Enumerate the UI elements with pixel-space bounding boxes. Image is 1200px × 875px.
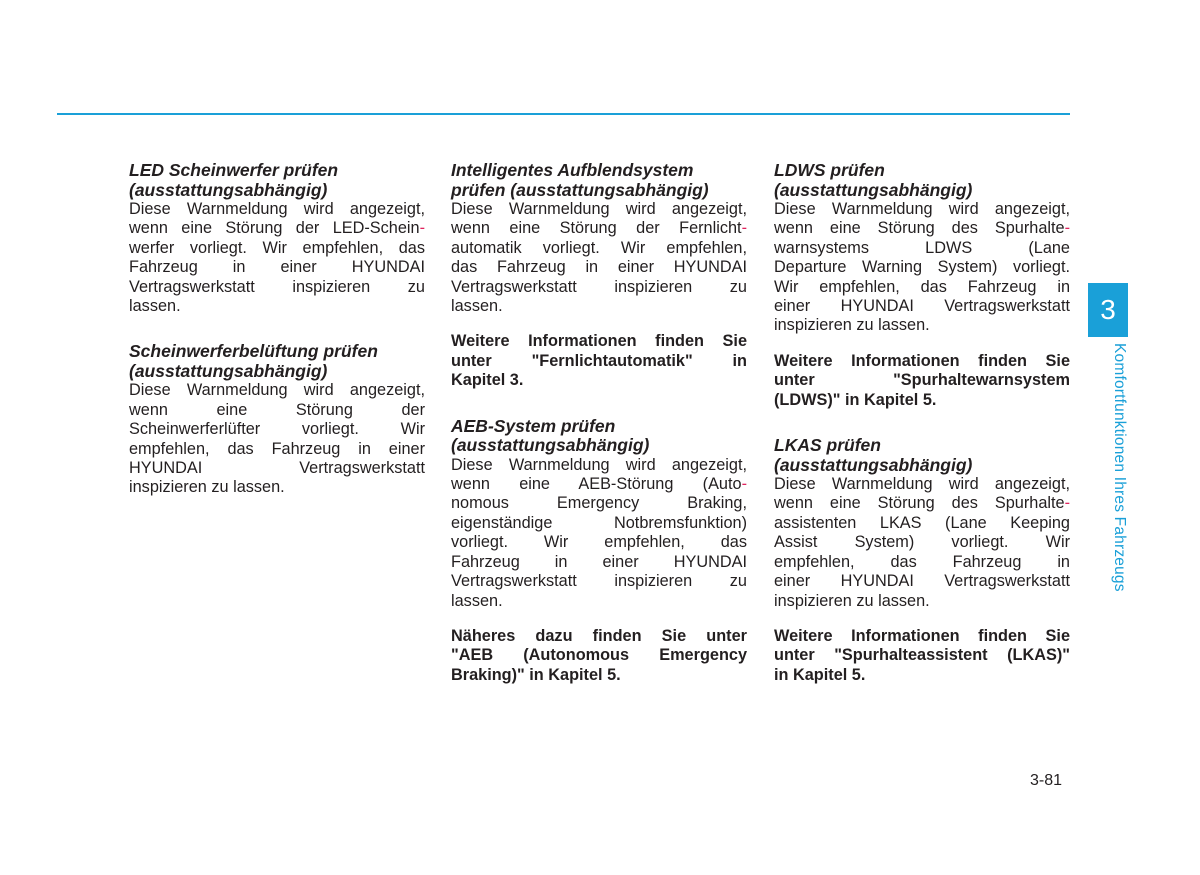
reference-note: [774, 627, 1070, 685]
body-line: Wir empfehlen, das Fahrzeug in: [774, 277, 1070, 296]
section-body: [129, 381, 425, 497]
hyphen-mark: -: [1064, 219, 1070, 238]
section-body: [129, 200, 425, 316]
reference-note: [451, 332, 747, 390]
reference-note: [451, 627, 747, 685]
body-line: wenn eine Störung der Fernlicht-: [451, 219, 747, 238]
note-line: in Kapitel 5.: [774, 665, 866, 684]
body-line: wenn eine Störung der LED-Schein-: [129, 219, 425, 238]
body-line: Assist System) vorliegt. Wir: [774, 533, 1070, 552]
section-heading: LKAS prüfen (ausstattungsabhängig): [774, 435, 973, 475]
body-line: wenn eine AEB-Störung (Auto-: [451, 475, 747, 494]
section-body: [451, 456, 747, 611]
warning-section: [774, 436, 1070, 685]
body-line: wenn eine Störung der: [129, 400, 425, 419]
chapter-title: Komfortfunktionen Ihres Fahrzeugs: [1111, 343, 1128, 592]
hyphen-mark: -: [419, 219, 425, 238]
body-line: Diese Warnmeldung wird angezeigt,: [451, 200, 747, 218]
top-rule: [57, 113, 1070, 115]
body-line: Departure Warning System) vorliegt.: [774, 258, 1070, 277]
hyphen-mark: -: [1064, 494, 1070, 513]
body-line: inspizieren zu lassen.: [774, 591, 930, 610]
body-line: automatik vorliegt. Wir empfehlen,: [451, 238, 747, 257]
warning-section: [451, 417, 747, 685]
body-line: Fahrzeug in einer HYUNDAI: [451, 552, 747, 571]
note-line: Braking)" in Kapitel 5.: [451, 665, 621, 684]
body-line: inspizieren zu lassen.: [774, 316, 930, 335]
section-body: [451, 200, 747, 316]
note-line: Näheres dazu finden Sie unter: [451, 626, 747, 645]
chapter-tab: 3: [1088, 283, 1128, 337]
hyphen-mark: -: [741, 219, 747, 238]
body-line: Diese Warnmeldung wird angezeigt,: [774, 475, 1070, 494]
body-line: eigenständige Notbremsfunktion): [451, 513, 747, 532]
section-heading: LED Scheinwerfer prüfen (ausstattungsabhängig): [129, 160, 339, 200]
body-line: Diese Warnmeldung wird angezeigt,: [129, 381, 425, 400]
body-line: lassen.: [451, 297, 503, 316]
reference-note: [774, 352, 1070, 410]
body-line: einer HYUNDAI Vertragswerkstatt: [774, 297, 1070, 316]
body-line: das Fahrzeug in einer HYUNDAI: [451, 258, 747, 277]
body-line: Vertragswerkstatt inspizieren zu: [129, 277, 425, 296]
body-line: Scheinwerferlüfter vorliegt. Wir: [129, 420, 425, 439]
body-line: HYUNDAI Vertragswerkstatt: [129, 459, 425, 478]
column-3: [774, 161, 1070, 711]
body-line: Vertragswerkstatt inspizieren zu: [451, 277, 747, 296]
note-line: Weitere Informationen finden Sie: [774, 626, 1070, 645]
body-line: empfehlen, das Fahrzeug in einer: [129, 439, 425, 458]
body-line: nomous Emergency Braking,: [451, 494, 747, 513]
body-line: assistenten LKAS (Lane Keeping: [774, 513, 1070, 532]
body-line: warnsystems LDWS (Lane: [774, 238, 1070, 257]
note-line: (LDWS)" in Kapitel 5.: [774, 390, 937, 409]
body-line: einer HYUNDAI Vertragswerkstatt: [774, 572, 1070, 591]
section-body: [774, 200, 1070, 336]
body-line: Fahrzeug in einer HYUNDAI: [129, 258, 425, 277]
body-line: lassen.: [451, 591, 503, 610]
warning-section: [451, 161, 747, 391]
hyphen-mark: -: [741, 475, 747, 494]
body-line: werfer vorliegt. Wir empfehlen, das: [129, 238, 425, 257]
note-line: unter "Spurhalteassistent (LKAS)": [774, 646, 1070, 665]
body-line: wenn eine Störung des Spurhalte-: [774, 494, 1070, 513]
body-line: wenn eine Störung des Spurhalte-: [774, 219, 1070, 238]
warning-section: [129, 161, 425, 316]
body-line: Diese Warnmeldung wird angezeigt,: [129, 200, 425, 218]
note-line: unter "Spurhaltewarnsystem: [774, 371, 1070, 390]
body-line: Diese Warnmeldung wird angezeigt,: [451, 455, 747, 474]
note-line: Kapitel 3.: [451, 371, 524, 390]
body-line: lassen.: [129, 297, 181, 316]
warning-section: [774, 161, 1070, 410]
section-body: [774, 475, 1070, 611]
section-heading: AEB-System prüfen (ausstattungsabhängig): [451, 415, 650, 456]
column-1: [129, 161, 425, 524]
warning-section: [129, 342, 425, 497]
section-heading: Intelligentes Aufblendsystem prüfen (ausstattungsabhängig): [451, 160, 709, 200]
page-number: 3-81: [1030, 772, 1063, 789]
note-line: Weitere Informationen finden Sie: [774, 351, 1070, 370]
section-heading: Scheinwerferbelüftung prüfen (ausstattungsabhängig): [129, 341, 378, 381]
note-line: Weitere Informationen finden Sie: [451, 332, 747, 351]
body-line: vorliegt. Wir empfehlen, das: [451, 533, 747, 552]
note-line: "AEB (Autonomous Emergency: [451, 646, 747, 665]
body-line: Vertragswerkstatt inspizieren zu: [451, 572, 747, 591]
body-line: Diese Warnmeldung wird angezeigt,: [774, 200, 1070, 218]
section-heading: LDWS prüfen (ausstattungsabhängig): [774, 160, 973, 200]
column-2: [451, 161, 747, 711]
body-line: inspizieren zu lassen.: [129, 478, 285, 497]
body-line: empfehlen, das Fahrzeug in: [774, 552, 1070, 571]
note-line: unter "Fernlichtautomatik" in: [451, 351, 747, 370]
